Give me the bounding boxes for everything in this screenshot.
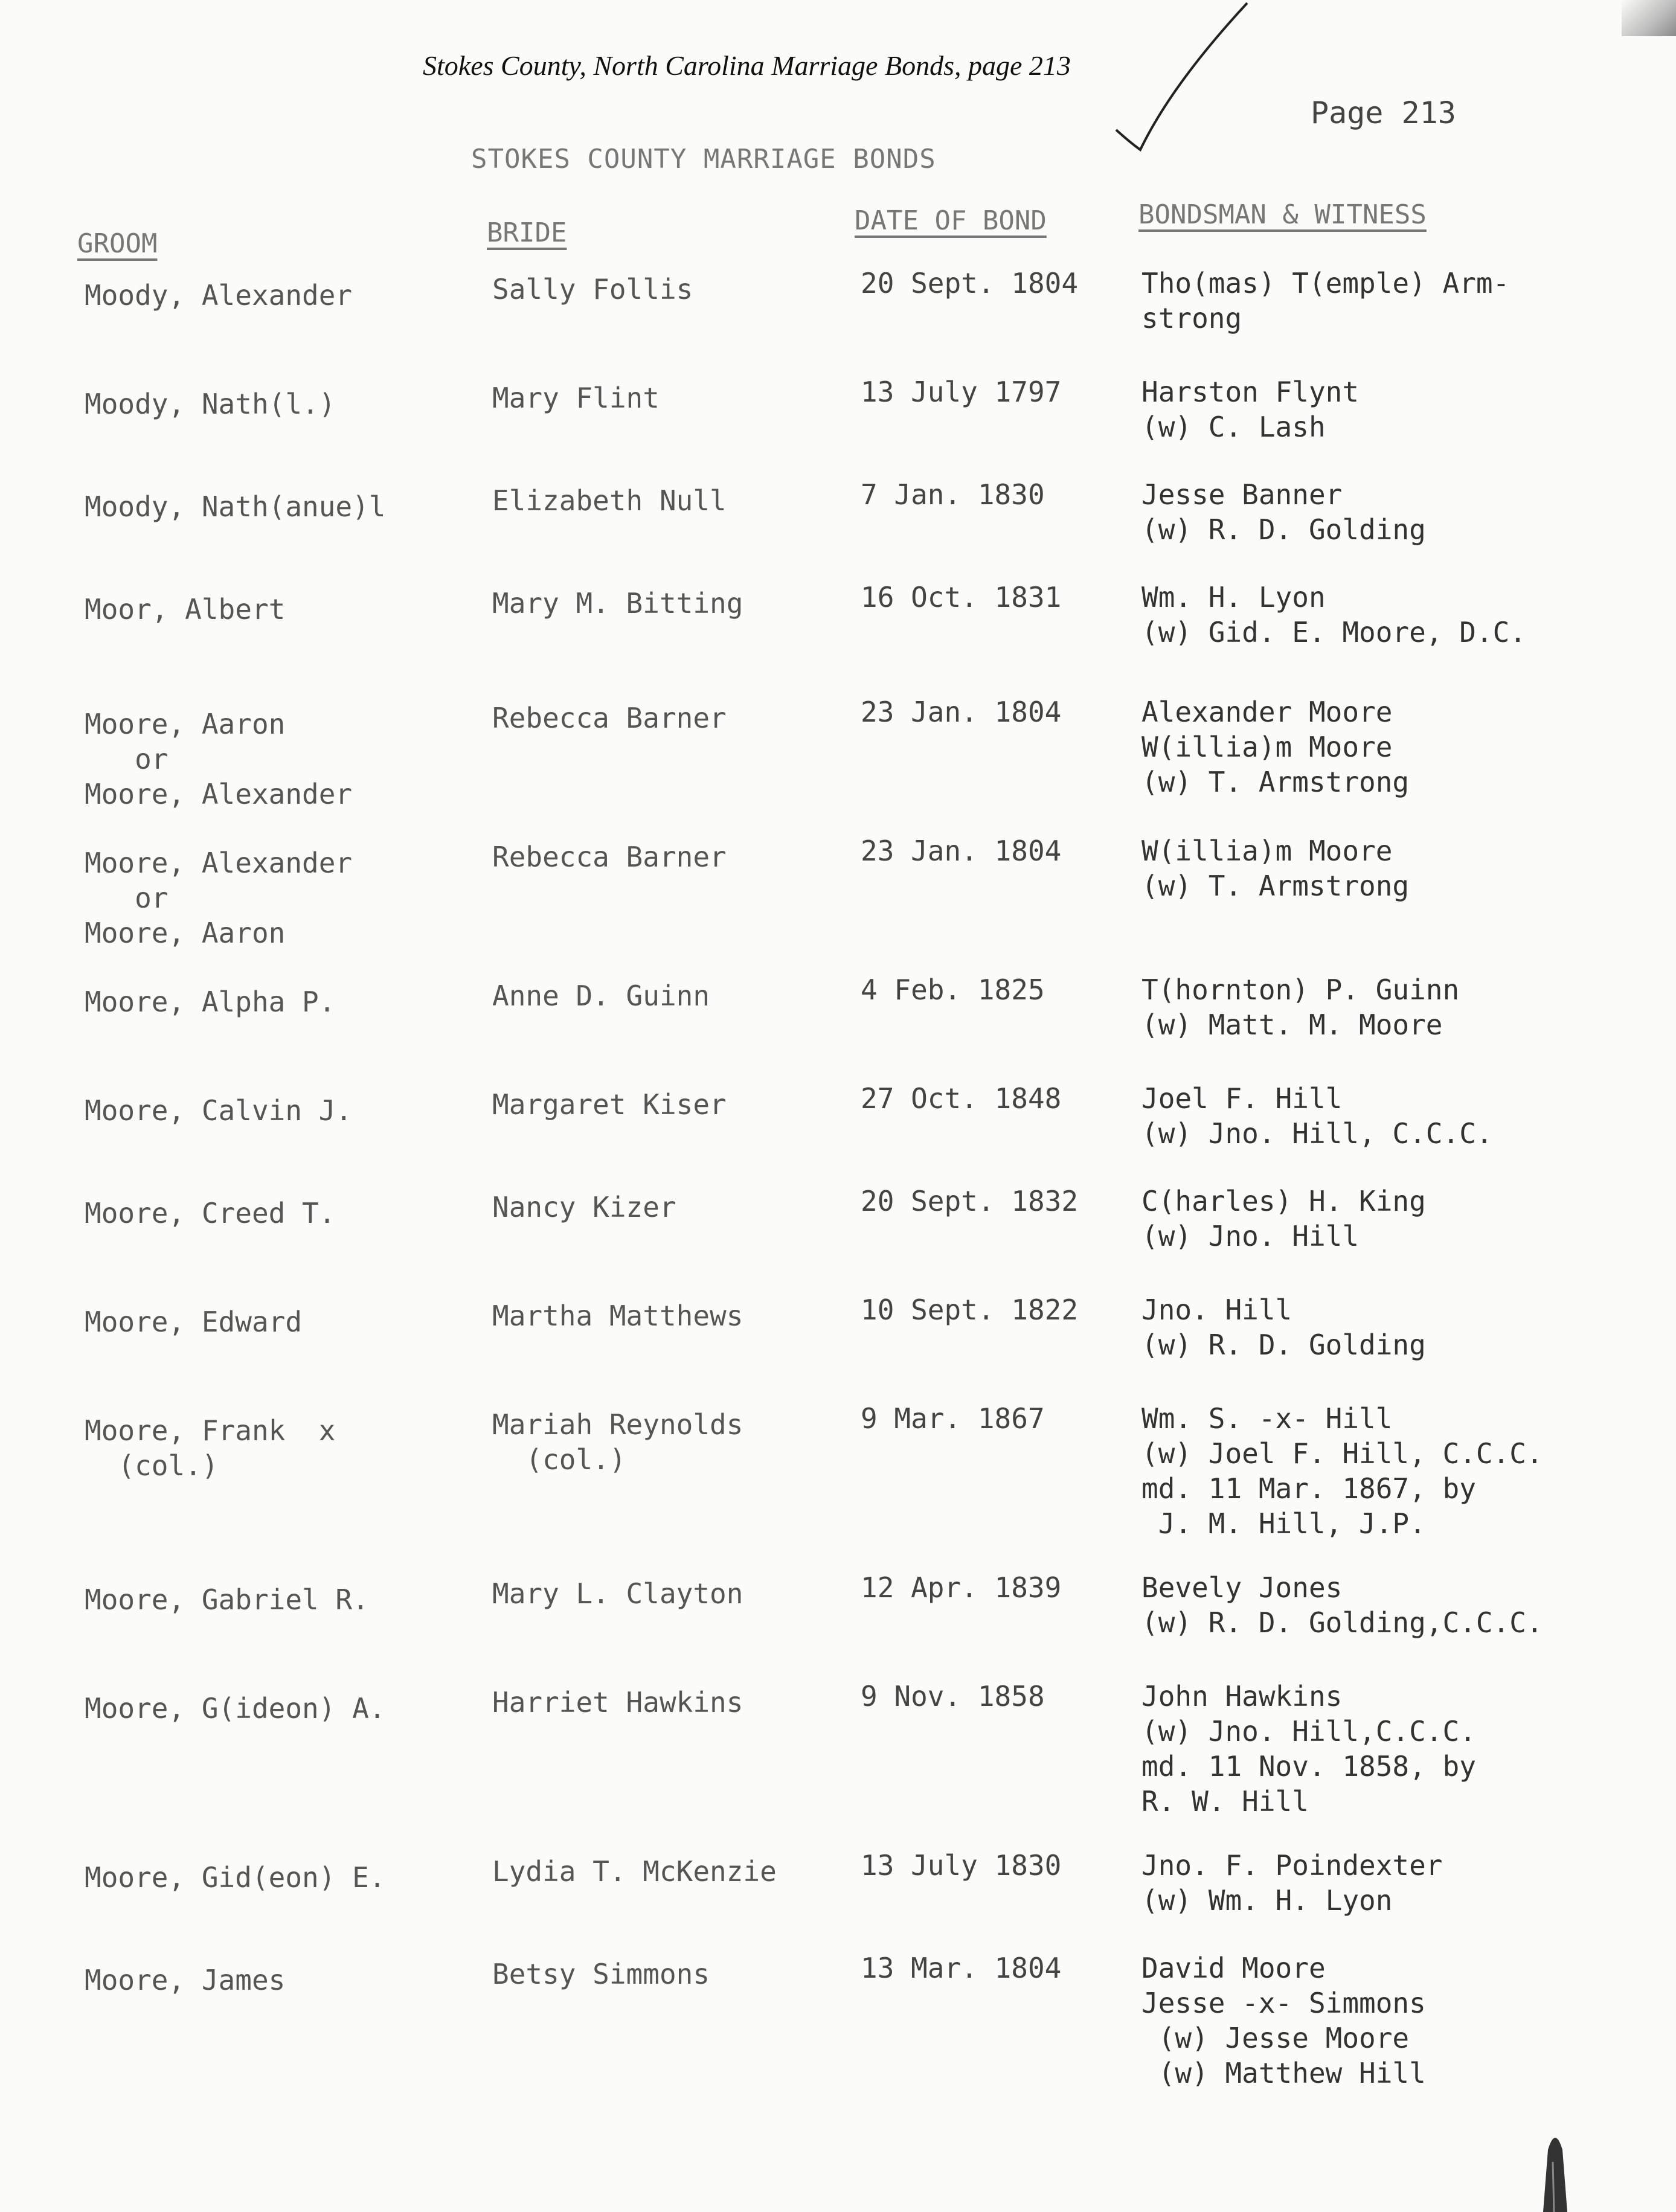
bond-date: 20 Sept. 1804	[861, 267, 1079, 300]
bride-name	[492, 1685, 743, 1720]
bondsman-witness-line: md. 11 Nov. 1858, by	[1141, 1750, 1476, 1783]
bride-name	[492, 700, 727, 736]
bond-date: 9 Mar. 1867	[861, 1402, 1045, 1435]
bondsman-witness	[1141, 1184, 1426, 1254]
groom-name	[85, 1691, 386, 1726]
groom-name-line: Moore, Alpha P.	[85, 986, 336, 1018]
bondsman-witness-line: T(hornton) P. Guinn	[1141, 973, 1460, 1006]
bondsman-witness	[1141, 694, 1409, 800]
groom-name	[85, 278, 352, 313]
bondsman-witness	[1141, 580, 1526, 650]
groom-name	[85, 1196, 335, 1231]
bride-name-line: Anne D. Guinn	[492, 979, 710, 1012]
bride-name-line: Mariah Reynolds	[492, 1408, 743, 1441]
groom-name-line: or	[85, 882, 169, 914]
bond-date: 7 Jan. 1830	[861, 478, 1045, 511]
groom-name-line: Moore, G(ideon) A.	[85, 1692, 386, 1725]
bondsman-witness-line: (w) R. D. Golding	[1141, 513, 1426, 546]
bond-date: 20 Sept. 1832	[861, 1185, 1079, 1217]
bondsman-witness	[1141, 266, 1509, 336]
bondsman-witness-line: (w) Matt. M. Moore	[1141, 1008, 1443, 1041]
bondsman-witness-line: (w) Gid. E. Moore, D.C.	[1141, 616, 1526, 649]
check-mark-icon	[1105, 0, 1262, 163]
column-header-date: DATE OF BOND	[855, 205, 1047, 236]
bond-date: 23 Jan. 1804	[861, 696, 1062, 728]
groom-name-line: Moore, Gid(eon) E.	[85, 1861, 386, 1894]
bride-name	[492, 586, 743, 621]
bondsman-witness-line: Harston Flynt	[1141, 376, 1360, 408]
bondsman-witness-line: R. W. Hill	[1141, 1785, 1309, 1818]
groom-name-line: Moore, Calvin J.	[85, 1094, 353, 1127]
bondsman-witness-line: (w) T. Armstrong	[1141, 870, 1410, 902]
groom-name	[85, 1093, 352, 1128]
bondsman-witness-line: Joel F. Hill	[1141, 1082, 1343, 1115]
bride-name-line: Nancy Kizer	[492, 1191, 676, 1223]
bondsman-witness	[1141, 477, 1426, 547]
bride-name-line: Margaret Kiser	[492, 1088, 727, 1121]
bride-name-line: Mary L. Clayton	[492, 1577, 743, 1610]
bondsman-witness-line: (w) T. Armstrong	[1141, 766, 1410, 798]
bondsman-witness	[1141, 1679, 1476, 1819]
column-header-groom: GROOM	[77, 228, 158, 259]
bride-name	[492, 978, 710, 1013]
bondsman-witness-line: C(harles) H. King	[1141, 1185, 1426, 1217]
bondsman-witness-line: Wm. H. Lyon	[1141, 581, 1326, 614]
document-title: STOKES COUNTY MARRIAGE BONDS	[471, 144, 936, 175]
groom-name-line: Moore, Gabriel R.	[85, 1583, 369, 1616]
bondsman-witness-line: (w) Matthew Hill	[1141, 2057, 1426, 2089]
groom-name	[85, 386, 335, 422]
groom-name-line: Moore, Edward	[85, 1306, 303, 1338]
bride-name-line: Elizabeth Null	[492, 484, 727, 517]
groom-name-line: Moore, Alexander	[85, 847, 353, 879]
bride-name	[492, 1854, 777, 1889]
bride-name-line: Lydia T. McKenzie	[492, 1855, 777, 1888]
bondsman-witness-line: Jesse Banner	[1141, 478, 1343, 511]
groom-name	[85, 845, 352, 951]
groom-name	[85, 1860, 386, 1895]
bondsman-witness-line: strong	[1141, 302, 1242, 335]
groom-name-line: Moore, Frank x	[85, 1414, 336, 1447]
groom-name-line: Moore, James	[85, 1964, 286, 1996]
bondsman-witness-line: (w) C. Lash	[1141, 411, 1326, 443]
groom-name	[85, 1963, 285, 1998]
bondsman-witness	[1141, 833, 1409, 903]
groom-name-line: Moody, Nath(l.)	[85, 388, 336, 420]
bride-name	[492, 1190, 676, 1225]
bride-name-line: Betsy Simmons	[492, 1958, 710, 1990]
bondsman-witness-line: (w) Jno. Hill	[1141, 1220, 1360, 1252]
groom-name	[85, 984, 335, 1019]
bride-name	[492, 380, 660, 415]
groom-name-line: Moore, Creed T.	[85, 1197, 336, 1229]
groom-name	[85, 1304, 302, 1339]
bride-name	[492, 483, 727, 518]
bondsman-witness-line: (w) Jno. Hill,C.C.C.	[1141, 1715, 1476, 1748]
bondsman-witness-line: Tho(mas) T(emple) Arm-	[1141, 267, 1510, 300]
bondsman-witness-line: Jno. Hill	[1141, 1294, 1292, 1326]
groom-name-line: Moody, Nath(anue)l	[85, 490, 386, 523]
column-header-bondsman: BONDSMAN & WITNESS	[1138, 199, 1427, 230]
bride-name-line: Mary M. Bitting	[492, 587, 743, 620]
bride-name	[492, 839, 727, 874]
bride-name	[492, 1957, 710, 1992]
bondsman-witness-line: W(illia)m Moore	[1141, 731, 1393, 763]
bondsman-witness	[1141, 1292, 1426, 1362]
bondsman-witness-line: (w) R. D. Golding,C.C.C.	[1141, 1606, 1543, 1639]
bond-date: 13 July 1830	[861, 1849, 1062, 1882]
scan-corner-mark	[1622, 0, 1676, 36]
bride-name-line: Martha Matthews	[492, 1300, 743, 1332]
bondsman-witness-line: (w) Joel F. Hill, C.C.C.	[1141, 1437, 1543, 1470]
bondsman-witness-line: (w) R. D. Golding	[1141, 1329, 1426, 1361]
groom-name-line: Moody, Alexander	[85, 279, 353, 312]
bond-date: 27 Oct. 1848	[861, 1082, 1062, 1115]
bond-date: 4 Feb. 1825	[861, 973, 1045, 1006]
groom-name-line: Moore, Aaron	[85, 708, 286, 740]
bride-name	[492, 1298, 743, 1333]
bondsman-witness	[1141, 1081, 1493, 1151]
bondsman-witness-line: Jesse -x- Simmons	[1141, 1987, 1426, 2019]
groom-name-line: (col.)	[85, 1449, 219, 1482]
bondsman-witness-line: (w) Jno. Hill, C.C.C.	[1141, 1117, 1493, 1150]
bride-name	[492, 1576, 743, 1611]
bondsman-witness-line: Bevely Jones	[1141, 1571, 1343, 1604]
bond-date: 12 Apr. 1839	[861, 1571, 1062, 1604]
bondsman-witness	[1141, 1848, 1443, 1918]
groom-name-line: Moor, Albert	[85, 593, 286, 626]
column-header-bride: BRIDE	[487, 217, 567, 248]
groom-name-line: Moore, Aaron	[85, 917, 286, 949]
bride-name-line: (col.)	[492, 1443, 626, 1476]
groom-name	[85, 707, 352, 812]
bondsman-witness-line: J. M. Hill, J.P.	[1141, 1507, 1426, 1540]
bondsman-witness-line: Wm. S. -x- Hill	[1141, 1402, 1393, 1435]
groom-name	[85, 1413, 335, 1483]
bride-name	[492, 272, 693, 307]
bondsman-witness	[1141, 972, 1459, 1042]
bondsman-witness-line: (w) Wm. H. Lyon	[1141, 1884, 1393, 1917]
groom-name-line: or	[85, 743, 169, 775]
bondsman-witness-line: W(illia)m Moore	[1141, 835, 1393, 867]
bondsman-witness-line: John Hawkins	[1141, 1680, 1343, 1713]
page-number: Page 213	[1311, 95, 1456, 130]
bond-date: 16 Oct. 1831	[861, 581, 1062, 614]
bondsman-witness-line: Alexander Moore	[1141, 696, 1393, 728]
bride-name-line: Rebecca Barner	[492, 841, 727, 873]
bond-date: 13 Mar. 1804	[861, 1952, 1062, 1984]
bondsman-witness-line: David Moore	[1141, 1952, 1326, 1984]
bride-name-line: Harriet Hawkins	[492, 1686, 743, 1719]
bride-name	[492, 1087, 727, 1122]
bond-date: 13 July 1797	[861, 376, 1062, 408]
bride-name	[492, 1407, 743, 1477]
page-banner: Stokes County, North Carolina Marriage Bonds, page 213	[423, 50, 1071, 81]
bondsman-witness-line: md. 11 Mar. 1867, by	[1141, 1472, 1476, 1505]
pen-tip-icon	[1531, 2126, 1579, 2212]
bond-date: 9 Nov. 1858	[861, 1680, 1045, 1713]
bondsman-witness-line: Jno. F. Poindexter	[1141, 1849, 1443, 1882]
bondsman-witness-line: (w) Jesse Moore	[1141, 2022, 1410, 2054]
groom-name	[85, 592, 285, 627]
bride-name-line: Mary Flint	[492, 382, 660, 414]
groom-name	[85, 1582, 369, 1617]
groom-name	[85, 489, 386, 524]
bondsman-witness	[1141, 1570, 1543, 1640]
bondsman-witness	[1141, 374, 1359, 444]
bride-name-line: Sally Follis	[492, 273, 693, 306]
bondsman-witness	[1141, 1951, 1426, 2091]
bond-date: 10 Sept. 1822	[861, 1294, 1079, 1326]
bond-date: 23 Jan. 1804	[861, 835, 1062, 867]
bondsman-witness	[1141, 1401, 1543, 1541]
groom-name-line: Moore, Alexander	[85, 778, 353, 810]
bride-name-line: Rebecca Barner	[492, 702, 727, 734]
